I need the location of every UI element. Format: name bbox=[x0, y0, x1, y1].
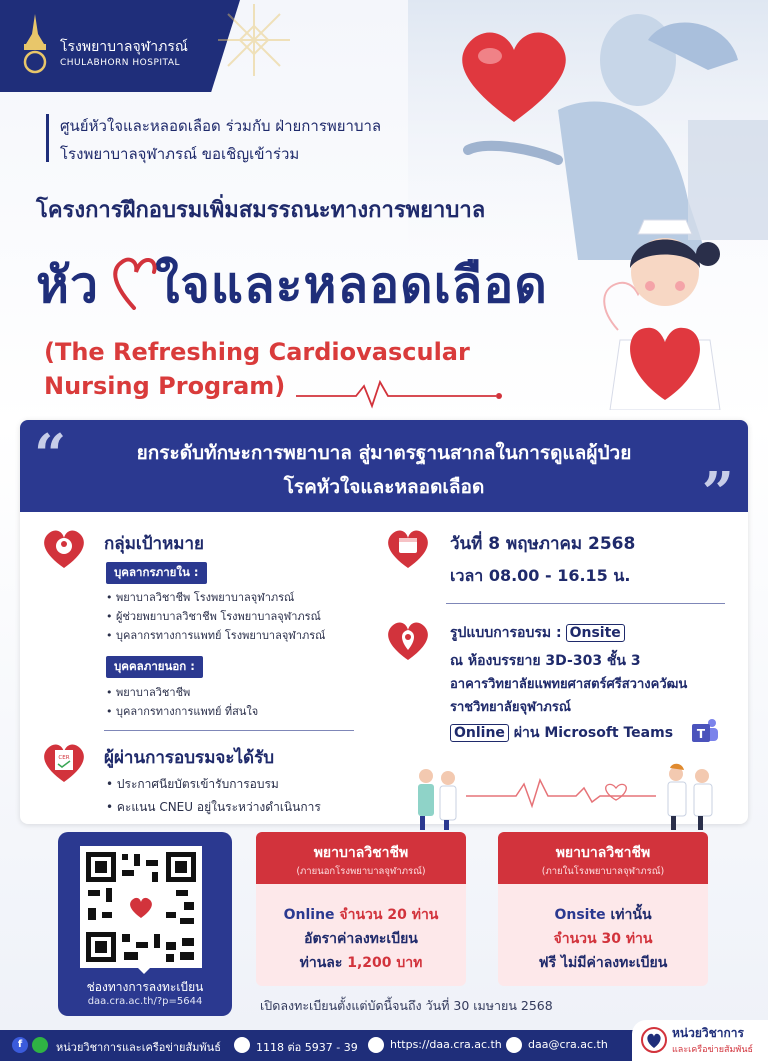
section-divider bbox=[446, 603, 725, 604]
section-divider bbox=[104, 730, 354, 731]
list-item: • ประกาศนียบัตรเข้ารับการอบรม bbox=[106, 777, 279, 791]
registration-qr-code[interactable] bbox=[80, 846, 202, 968]
pricing-mode: Onsite bbox=[554, 907, 606, 923]
unit-logo-line2: และเครือข่ายสัมพันธ์ bbox=[672, 1045, 753, 1055]
internal-nurse-pricing bbox=[498, 832, 708, 986]
pricing-mode: Online bbox=[283, 907, 335, 923]
doctors-illustration bbox=[654, 762, 724, 832]
certificate-heart-icon bbox=[40, 740, 88, 784]
hospital-name-en: CHULABHORN HOSPITAL bbox=[60, 58, 181, 68]
venue-building: อาคารวิทยาลัยแพทยศาสตร์ศรีสวางควัฒน bbox=[450, 677, 688, 692]
pricing-fee-amount: 1,200 บาท bbox=[347, 955, 423, 971]
globe-icon bbox=[368, 1037, 384, 1053]
pricing-title: พยาบาลวิชาชีพ bbox=[313, 845, 409, 861]
hospital-emblem-icon bbox=[20, 14, 50, 76]
list-item: • พยาบาลวิชาชีพ bbox=[106, 686, 191, 699]
pricing-header bbox=[256, 832, 466, 884]
close-quote-icon: ” bbox=[701, 460, 734, 526]
pricing-subtitle: (ภายในโรงพยาบาลจุฬาภรณ์) bbox=[541, 866, 665, 877]
list-item: • บุคลากรทางการแพทย์ โรงพยาบาลจุฬาภรณ์ bbox=[106, 629, 326, 642]
training-format bbox=[450, 622, 625, 644]
list-item: • ผู้ช่วยพยาบาลวิชาชีพ โรงพยาบาลจุฬาภรณ์ bbox=[106, 610, 321, 623]
tagline-line-2: โรคหัวใจและหลอดเลือด bbox=[283, 476, 485, 498]
open-quote-icon: “ bbox=[34, 422, 67, 488]
pricing-fee-prefix: ท่านละ bbox=[299, 955, 343, 971]
internal-staff-label: บุคลากรภายใน : bbox=[106, 562, 207, 584]
pricing-header bbox=[498, 832, 708, 884]
nurse-hugging-heart-icon bbox=[590, 210, 740, 410]
heartbeat-line-icon bbox=[466, 776, 656, 810]
calendar-heart-icon bbox=[384, 526, 432, 570]
pricing-fee bbox=[256, 952, 466, 974]
certificate-icon-text: CER bbox=[58, 755, 70, 761]
title-th-part1: หัว bbox=[36, 256, 100, 314]
footer-unit-name[interactable]: หน่วยวิชาการและเครือข่ายสัมพันธ์ bbox=[56, 1041, 221, 1054]
red-heart-icon bbox=[454, 26, 574, 126]
list-item: • บุคลากรทางการแพทย์ ที่สนใจ bbox=[106, 705, 259, 718]
project-name: โครงการฝึกอบรมเพิ่มสมรรถนะทางการพยาบาล bbox=[36, 198, 486, 223]
venue-room: ณ ห้องบรรยาย 3D-303 ชั้น 3 bbox=[450, 653, 641, 669]
pricing-title: พยาบาลวิชาชีพ bbox=[555, 845, 651, 861]
intro-accent-bar bbox=[46, 114, 49, 162]
tagline-line-1: ยกระดับทักษะการพยาบาล สู่มาตรฐานสากลในการดูแลผู้ป่วย bbox=[136, 442, 632, 464]
line-icon[interactable] bbox=[32, 1037, 48, 1053]
heartbeat-line-icon bbox=[296, 380, 506, 410]
email-icon bbox=[506, 1037, 522, 1053]
venue-college: ราชวิทยาลัยจุฬาภรณ์ bbox=[450, 700, 571, 715]
pricing-mode-line bbox=[498, 904, 708, 926]
microsoft-teams-icon bbox=[690, 716, 720, 746]
event-time: เวลา 08.00 - 16.15 น. bbox=[450, 566, 631, 585]
target-group-title: กลุ่มเป้าหมาย bbox=[104, 534, 204, 554]
medical-staff-illustration bbox=[406, 766, 466, 832]
online-format bbox=[450, 722, 673, 744]
intro-line-2: โรงพยาบาลจุฬาภรณ์ ขอเชิญเข้าร่วม bbox=[60, 145, 300, 163]
hospital-name-th: โรงพยาบาลจุฬาภรณ์ bbox=[60, 39, 188, 55]
footer-phone[interactable]: 1118 ต่อ 5937 - 39 bbox=[256, 1041, 358, 1054]
pricing-mode-suffix: เท่านั้น bbox=[610, 907, 652, 923]
list-item: • คะแนน CNEU อยู่ในระหว่างดำเนินการ bbox=[106, 800, 321, 814]
phone-icon bbox=[234, 1037, 250, 1053]
intro-line-1: ศูนย์หัวใจและหลอดเลือด ร่วมกับ ฝ่ายการพยาบาล bbox=[60, 117, 382, 135]
tagline-banner bbox=[20, 420, 748, 526]
pricing-fee: ฟรี ไม่มีค่าลงทะเบียน bbox=[538, 955, 668, 971]
registration-deadline: เปิดลงทะเบียนตั้งแต่บัดนี้จนถึง วันที่ 30 เมษายน 2568 bbox=[260, 998, 553, 1013]
facebook-icon[interactable]: f bbox=[12, 1037, 28, 1053]
snowflake-ornament-icon bbox=[214, 0, 294, 80]
heart-outline-icon bbox=[108, 250, 158, 310]
onsite-badge: Onsite bbox=[566, 624, 625, 642]
benefits-title: ผู้ผ่านการอบรมจะได้รับ bbox=[104, 748, 274, 768]
unit-emblem-icon bbox=[640, 1026, 668, 1054]
heart-user-icon bbox=[40, 526, 88, 570]
program-title-en-line1: (The Refreshing Cardiovascular bbox=[44, 338, 470, 366]
title-th-part2: ใจและหลอดเลือด bbox=[155, 256, 548, 314]
program-title-en-line2: Nursing Program) bbox=[44, 372, 286, 400]
list-item: • พยาบาลวิชาชีพ โรงพยาบาลจุฬาภรณ์ bbox=[106, 591, 295, 604]
pricing-subtitle: (ภายนอกโรงพยาบาลจุฬาภรณ์) bbox=[296, 866, 426, 877]
online-platform: ผ่าน Microsoft Teams bbox=[513, 725, 674, 741]
pricing-quota-text: จำนวน 20 ท่าน bbox=[339, 907, 439, 923]
training-format-label: รูปแบบการอบรม : bbox=[450, 625, 562, 641]
location-pin-heart-icon bbox=[384, 618, 432, 662]
unit-logo-line1: หน่วยวิชาการ bbox=[672, 1026, 744, 1040]
footer-website[interactable]: https://daa.cra.ac.th bbox=[390, 1038, 502, 1051]
external-staff-label: บุคคลภายนอก : bbox=[106, 656, 203, 678]
pricing-quota-text: จำนวน 30 ท่าน bbox=[553, 931, 653, 947]
external-nurse-pricing bbox=[256, 832, 466, 986]
event-date: วันที่ 8 พฤษภาคม 2568 bbox=[450, 534, 636, 554]
qr-pointer bbox=[136, 966, 152, 974]
online-badge: Online bbox=[450, 724, 509, 742]
registration-channel-label: ช่องทางการลงทะเบียน bbox=[86, 980, 204, 994]
svg-text:T: T bbox=[696, 727, 706, 741]
pricing-fee-label: อัตราค่าลงทะเบียน bbox=[304, 931, 418, 947]
registration-url[interactable]: daa.cra.ac.th/?p=5644 bbox=[87, 996, 203, 1007]
pricing-quota bbox=[256, 904, 466, 926]
footer-email[interactable]: daa@cra.ac.th bbox=[528, 1038, 608, 1051]
